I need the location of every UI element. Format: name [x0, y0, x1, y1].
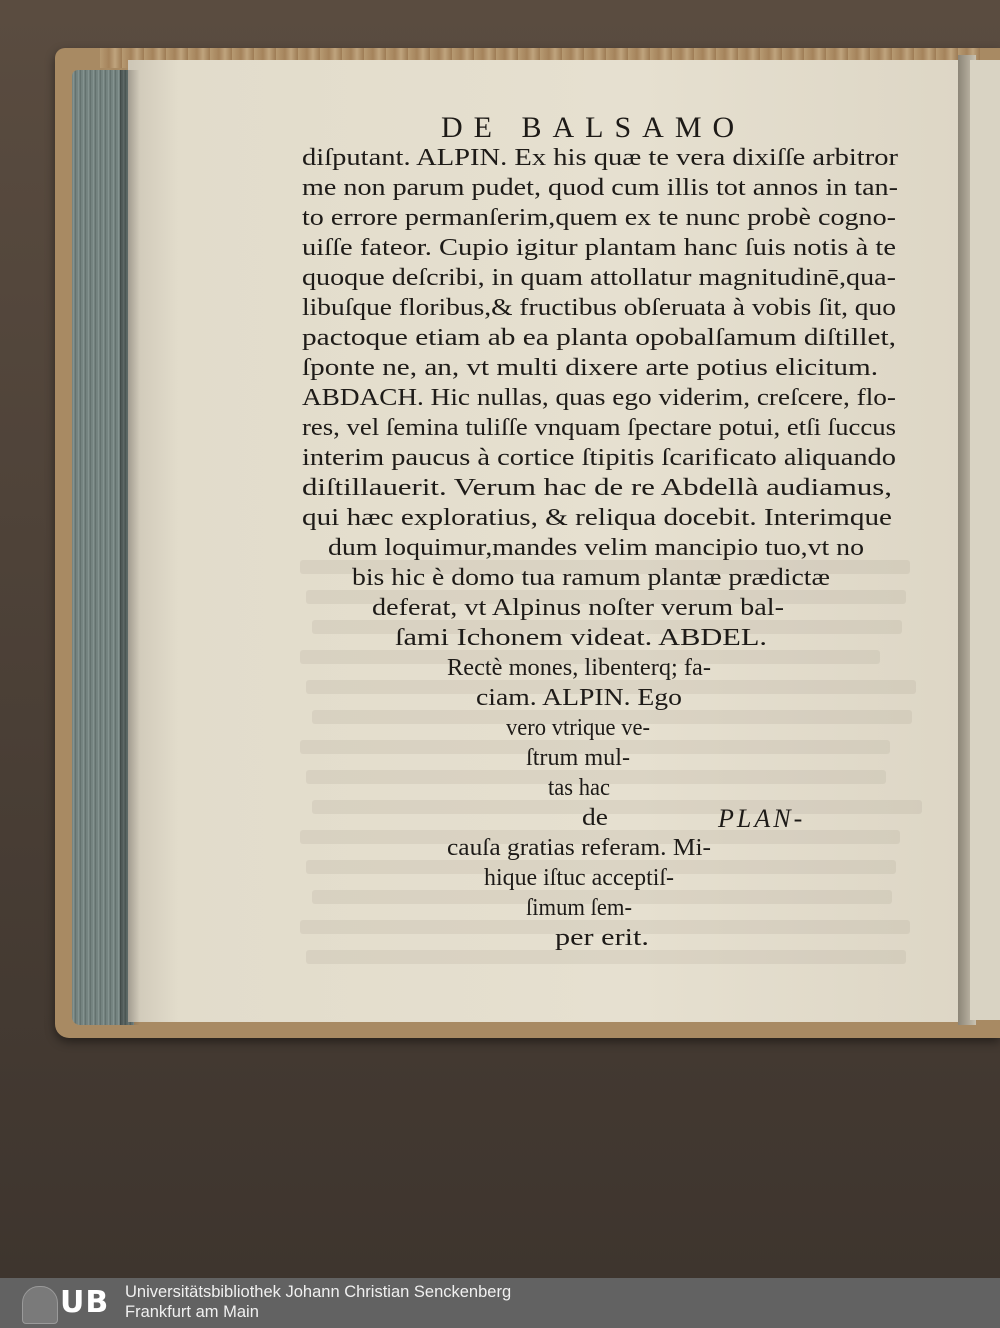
text-line: me non parum pudet, quod cum illis tot annos in tan-: [302, 174, 898, 201]
text-line: ciam. ALPIN. Ego: [476, 684, 682, 711]
running-head: DE BALSAMO: [441, 111, 746, 144]
text-line: vero vtrique ve-: [506, 714, 650, 741]
text-line: ſtrum mul-: [526, 744, 630, 771]
ub-logo[interactable]: [22, 1286, 118, 1322]
text-line: per erit.: [555, 924, 649, 951]
text-line: uiſſe fateor. Cupio igitur plantam hanc ſuis notis à te: [302, 234, 896, 261]
text-line: ſponte ne, an, vt multi dixere arte potius elicitum.: [302, 354, 878, 381]
text-line: to errore permanſerim,quem ex te nunc probè cogno-: [302, 204, 896, 231]
text-line: res, vel ſemina tuliſſe vnquam ſpectare potui, etſi ſuccus: [302, 414, 896, 441]
text-line: pactoque etiam ab ea planta opobalſamum diſtillet,: [302, 324, 896, 351]
footer-bar: [0, 1278, 1000, 1328]
text-line: de: [582, 804, 608, 831]
text-line: bis hic è domo tua ramum plantæ prædictæ: [352, 564, 830, 591]
text-line: libuſque floribus,& fructibus obſeruata à vobis ſit, quo: [302, 294, 896, 321]
text-line: interim paucus à cortice ſtipitis ſcarificato aliquando: [302, 444, 896, 471]
text-line: quoque deſcribi, in quam attollatur magnitudinē,qua-: [302, 264, 896, 291]
text-line: ſami Ichonem videat. ABDEL.: [395, 624, 767, 651]
text-line: cauſa gratias referam. Mi-: [447, 834, 711, 861]
text-line: qui hæc exploratius, & reliqua docebit. Interimque: [302, 504, 892, 531]
text-line: ABDACH. Hic nullas, quas ego viderim, creſcere, flo-: [302, 384, 896, 411]
text-line: tas hac: [548, 774, 610, 801]
catchword: PLAN-: [718, 804, 806, 833]
text-line: hique iſtuc acceptiſ-: [484, 864, 674, 891]
text-line: deferat, vt Alpinus noſter verum bal-: [372, 594, 784, 621]
logo-text: UB: [60, 1285, 110, 1320]
facing-page-edge: [970, 60, 1000, 1020]
bust-icon: [22, 1286, 58, 1324]
institution-name: Universitätsbibliothek Johann Christian Senckenberg: [125, 1283, 512, 1301]
edge-shadow: [120, 70, 140, 1025]
text-line: diſputant. ALPIN. Ex his quæ te vera dixiſſe arbitror: [302, 144, 898, 171]
text-line: diſtillauerit. Verum hac de re Abdellà audiamus,: [302, 474, 892, 501]
institution-city: Frankfurt am Main: [125, 1303, 259, 1321]
text-line: dum loquimur,mandes velim mancipio tuo,vt no: [328, 534, 864, 561]
text-line: Rectè mones, libenterq; fa-: [447, 654, 711, 681]
text-line: ſimum ſem-: [526, 894, 632, 921]
